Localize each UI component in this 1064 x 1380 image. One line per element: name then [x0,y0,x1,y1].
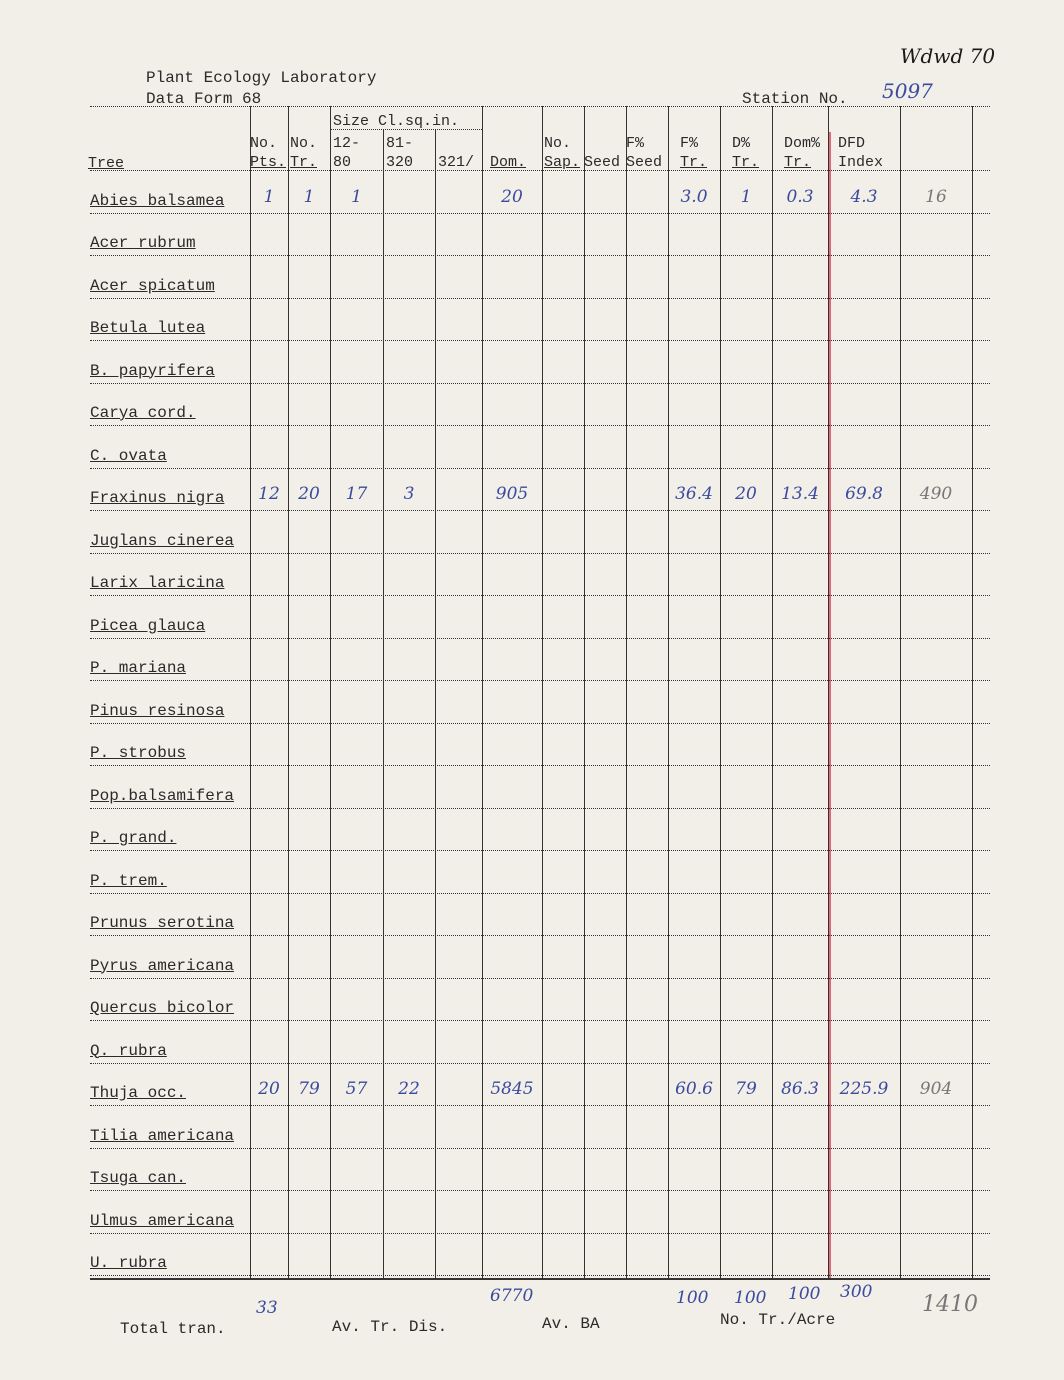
tree-name: Quercus bicolor [90,999,235,1017]
tree-name: Picea glauca [90,616,206,635]
cell-dom: 905 [495,484,529,504]
av-tr-dis-label: Av. Tr. Dis. [332,1318,448,1336]
row-rule [90,553,990,554]
col-dom-tr-1: Dom% [784,135,821,152]
col-dom-tr-2: Tr. [784,154,812,171]
grid-vline [900,106,901,1278]
cell-dtr: 79 [735,1079,757,1099]
station-number: 5097 [882,79,933,103]
col-tree: Tree [88,155,125,172]
tree-name: P. mariana [90,659,187,677]
tree-name: Acer rubrum [90,234,196,252]
col-no-sap-1: No. [544,135,572,152]
tree-name: Q. rubra [90,1041,167,1060]
col-seed: Seed [584,154,621,171]
tree-name: U. rubra [90,1254,167,1272]
top-right-handwriting: Wdwd 70 [900,44,996,68]
row-rule [90,213,990,214]
col-d-tr-2: Tr. [732,154,760,171]
cell-pts: 12 [258,484,280,504]
row-rule [90,1233,990,1234]
grid-vline [668,106,669,1278]
col-f-seed-2: Seed [626,154,663,171]
tree-name: P. grand. [90,829,177,847]
grid-vline [542,106,543,1278]
grid-vline [584,106,585,1278]
row-rule [90,383,990,384]
cell-extra: 490 [919,484,953,504]
col-dom: Dom. [490,154,527,171]
row-rule [90,638,990,639]
grid-vline [330,106,331,1278]
row-rule [90,1190,990,1191]
header-rule [90,170,990,171]
cell-pts: 1 [263,186,275,207]
tree-name: Carya cord. [90,404,196,422]
tree-name: Pyrus americana [90,956,235,975]
cell-dfd: 4.3 [850,186,878,207]
row-rule [90,765,990,766]
cell-extra: 16 [925,186,947,207]
cell-tr: 1 [303,186,315,207]
no-tr-acre-label: No. Tr./Acre [720,1311,836,1329]
cell-dfd: 225.9 [839,1079,889,1099]
col-no-tr-2: Tr. [290,154,318,171]
grid-vline [828,106,829,1278]
tree-name: Larix laricina [90,574,225,592]
row-rule [90,1148,990,1149]
row-rule [90,850,990,851]
row-rule [90,255,990,256]
row-rule [90,1275,990,1276]
row-rule [90,425,990,426]
grid-vline [626,106,627,1278]
row-rule [90,723,990,724]
tree-name: Thuja occ. [90,1084,187,1102]
row-rule [90,468,990,469]
cell-s1: 17 [345,484,368,504]
row-rule [90,978,990,979]
cell-s2: 22 [398,1079,420,1099]
no-tr-acre-value: 1410 [922,1292,978,1317]
row-rule [90,340,990,341]
col-size-81-320-1: 81- [386,135,414,152]
tree-name: P. trem. [90,871,167,890]
row-rule [90,893,990,894]
col-size-321: 321/ [438,154,475,171]
domtr-total: 100 [788,1284,821,1304]
col-d-tr-1: D% [732,135,751,152]
av-ba-label: Av. BA [542,1315,600,1333]
col-dfd-2: Index [838,154,884,171]
col-size-12-80-2: 80 [333,154,352,171]
form-title: Data Form 68 [146,90,262,108]
col-no-tr-1: No. [290,135,318,152]
cell-dom: 5845 [490,1079,534,1099]
total-tran-value: 33 [256,1298,278,1318]
tree-name: Tsuga can. [90,1169,187,1187]
cell-dtr: 20 [735,484,757,504]
tree-name: Abies balsamea [90,191,225,210]
cell-tr: 20 [298,484,320,504]
top-rule [90,106,990,107]
av-ba-value: 6770 [490,1286,534,1306]
cell-pts: 20 [258,1079,280,1099]
tree-name: Prunus serotina [90,914,235,932]
cell-dtr: 1 [740,186,752,207]
col-size-12-80-1: 12- [333,135,361,152]
cell-domtr: 0.3 [786,186,814,207]
station-label: Station No. [742,90,848,108]
cell-s1: 1 [351,186,362,207]
row-rule [90,935,990,936]
row-rule [90,298,990,299]
col-f-tr-2: Tr. [680,154,708,171]
row-rule [90,1020,990,1021]
tree-name: B. papyrifera [90,361,215,380]
tree-name: Fraxinus nigra [90,489,225,507]
grid-vline [482,106,483,1278]
row-rule [90,1063,990,1064]
col-no-sap-2: Sap. [544,154,581,171]
row-rule [90,680,990,681]
ftr-total: 100 [676,1288,709,1308]
col-dfd-1: DFD [838,135,866,152]
lab-title: Plant Ecology Laboratory [146,69,377,87]
col-size-81-320-2: 320 [386,154,414,171]
grid-vline [720,106,721,1278]
row-rule [90,808,990,809]
cell-s2: 3 [403,484,415,504]
tree-name: Pinus resinosa [90,701,225,720]
tree-name: P. strobus [90,744,187,762]
cell-ftr: 60.6 [675,1079,713,1099]
grid-vline [972,106,973,1278]
grid-vline [288,106,289,1278]
cell-tr: 79 [298,1079,320,1099]
cell-dfd: 69.8 [845,484,883,504]
cell-domtr: 86.3 [781,1079,819,1099]
cell-ftr: 3.0 [680,186,708,207]
dtr-total: 100 [734,1288,767,1308]
col-no-pts-1: No. [250,135,278,152]
row-rule [90,1105,990,1106]
tree-name: C. ovata [90,446,167,465]
total-tran-label: Total tran. [120,1320,226,1338]
grid-vline [772,106,773,1278]
bottom-rule [90,1278,990,1280]
tree-name: Betula lutea [90,319,206,337]
col-no-pts-2: Pts. [250,154,287,171]
col-size-group: Size Cl.sq.in. [333,113,460,130]
row-rule [90,510,990,511]
tree-name: Ulmus americana [90,1211,235,1230]
row-rule [90,595,990,596]
cell-dom: 20 [501,186,523,207]
grid-vline [250,106,251,1278]
cell-s1: 57 [345,1079,368,1099]
cell-extra: 904 [919,1079,953,1099]
cell-domtr: 13.4 [781,484,819,504]
tree-name: Acer spicatum [90,276,215,295]
tree-name: Tilia americana [90,1126,235,1145]
tree-name: Juglans cinerea [90,531,235,550]
col-f-tr-1: F% [680,135,699,152]
tree-name: Pop.balsamifera [90,786,235,805]
cell-ftr: 36.4 [675,484,713,504]
col-f-seed-1: F% [626,135,645,152]
dfd-total: 300 [840,1282,873,1302]
